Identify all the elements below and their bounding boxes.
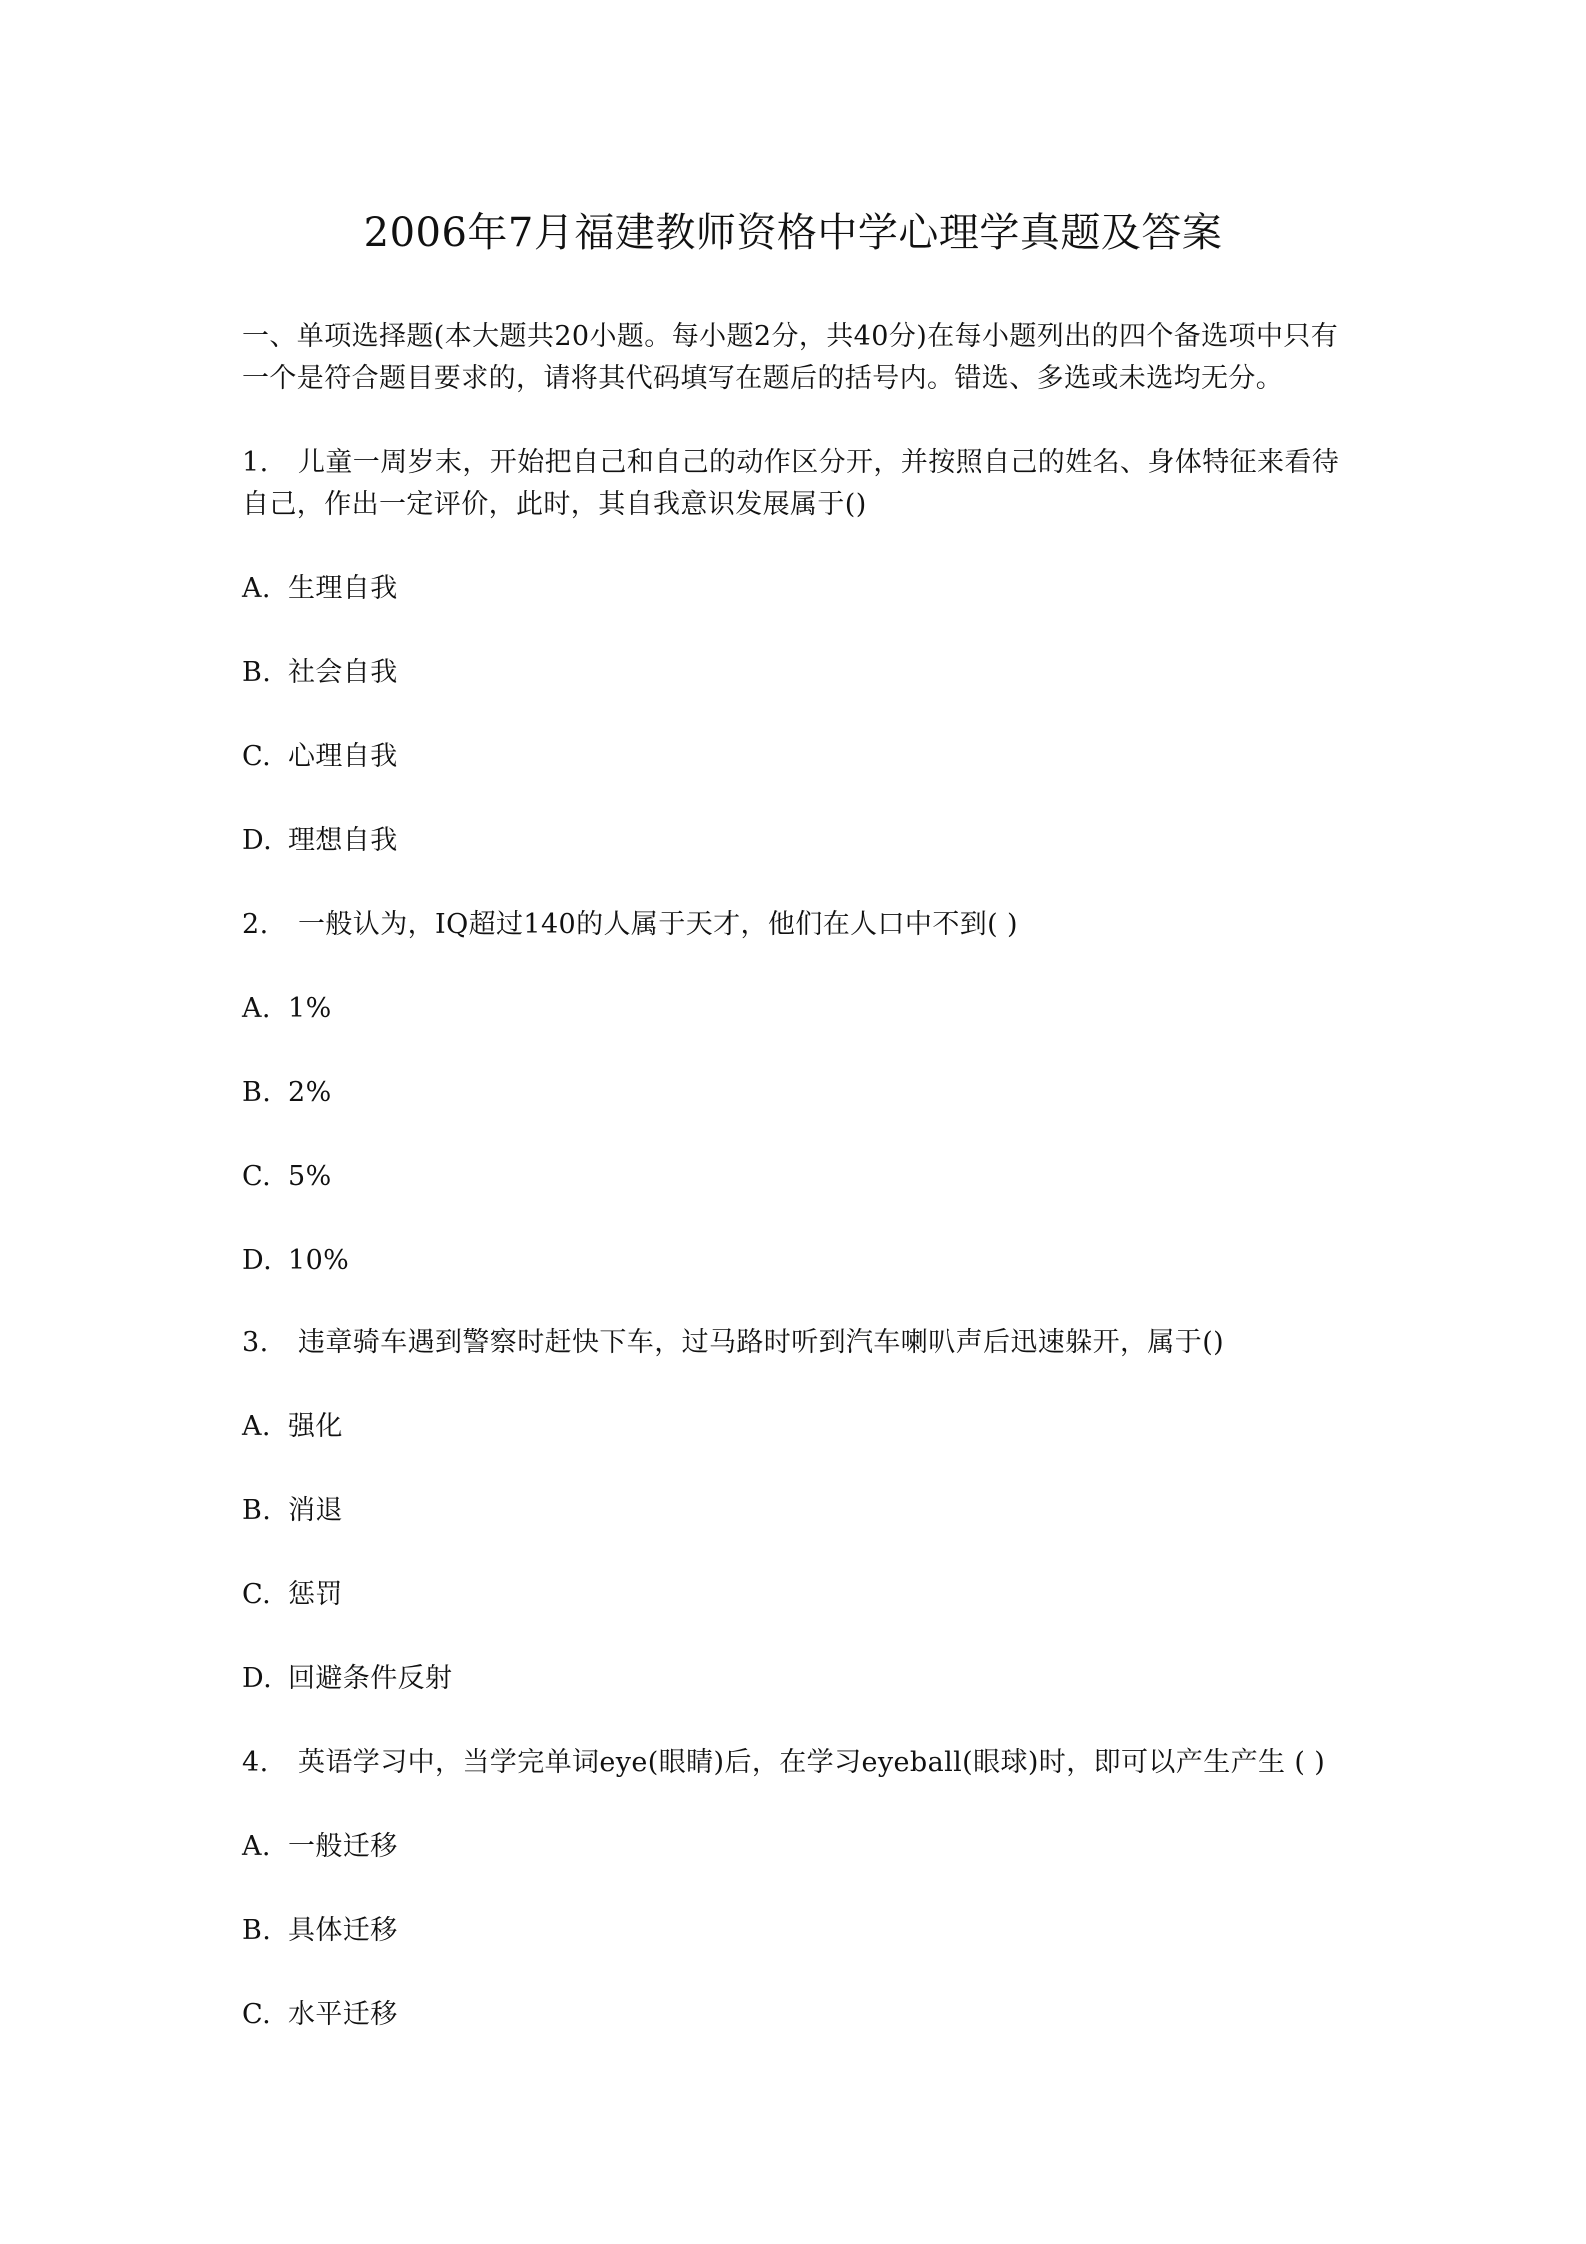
question-number: 1.	[242, 447, 269, 478]
option-letter: A.	[242, 573, 271, 604]
question-text: 一般认为，IQ超过140的人属于天才，他们在人口中不到( )	[298, 909, 1018, 940]
option-letter: D.	[242, 1663, 273, 1694]
option-item	[242, 1910, 1354, 1952]
option-letter: B.	[242, 1915, 272, 1946]
option-text: 消退	[288, 1495, 343, 1526]
section-intro: 一、单项选择题(本大题共20小题。每小题2分，共40分)在每小题列出的四个备选项中只有一个是符合题目要求的，请将其代码填写在题后的括号内。错选、多选或未选均无分。	[242, 321, 1339, 394]
option-item	[242, 1240, 1354, 1282]
option-letter: C.	[242, 1579, 272, 1610]
option-text: 一般迁移	[288, 1831, 398, 1862]
question-2	[242, 904, 1354, 946]
option-letter: A.	[242, 1831, 271, 1862]
option-item	[242, 568, 1354, 610]
option-text: 回避条件反射	[288, 1663, 453, 1694]
option-item	[242, 1406, 1354, 1448]
option-item	[242, 820, 1354, 862]
question-number: 4.	[242, 1747, 269, 1778]
option-text: 心理自我	[288, 741, 398, 772]
question-number: 3.	[242, 1327, 269, 1358]
option-text: 1%	[288, 993, 332, 1024]
option-item	[242, 1658, 1354, 1700]
option-item	[242, 988, 1354, 1030]
option-text: 理想自我	[288, 825, 398, 856]
question-text: 违章骑车遇到警察时赶快下车，过马路时听到汽车喇叭声后迅速躲开，属于()	[298, 1327, 1225, 1358]
option-text: 10%	[288, 1245, 350, 1276]
option-item	[242, 1994, 1354, 2036]
page-title: 2006年7月福建教师资格中学心理学真题及答案	[363, 210, 1223, 256]
option-item	[242, 1826, 1354, 1868]
option-letter: B.	[242, 1495, 272, 1526]
option-text: 社会自我	[288, 657, 398, 688]
option-item	[242, 1574, 1354, 1616]
question-1	[242, 442, 1354, 526]
option-text: 惩罚	[288, 1579, 343, 1610]
question-3	[242, 1322, 1354, 1364]
option-text: 强化	[288, 1411, 343, 1442]
option-letter: C.	[242, 1999, 272, 2030]
question-4	[242, 1742, 1354, 1784]
option-letter: D.	[242, 1245, 273, 1276]
option-text: 2%	[288, 1077, 332, 1108]
option-letter: C.	[242, 1161, 272, 1192]
option-item	[242, 1490, 1354, 1532]
option-letter: B.	[242, 657, 272, 688]
option-letter: C.	[242, 741, 272, 772]
option-letter: D.	[242, 825, 273, 856]
option-letter: A.	[242, 1411, 271, 1442]
option-item	[242, 1072, 1354, 1114]
option-item	[242, 652, 1354, 694]
option-text: 生理自我	[288, 573, 398, 604]
option-letter: A.	[242, 993, 271, 1024]
option-text: 5%	[288, 1161, 332, 1192]
option-letter: B.	[242, 1077, 272, 1108]
option-text: 水平迁移	[288, 1999, 398, 2030]
option-item	[242, 1156, 1354, 1198]
question-number: 2.	[242, 909, 269, 940]
question-text: 英语学习中，当学完单词eye(眼睛)后，在学习eyeball(眼球)时，即可以产生产生 ( )	[298, 1747, 1326, 1778]
option-item	[242, 736, 1354, 778]
question-text: 儿童一周岁末，开始把自己和自己的动作区分开，并按照自己的姓名、身体特征来看待自己，作出一定评价，此时，其自我意识发展属于()	[242, 447, 1340, 520]
option-text: 具体迁移	[288, 1915, 398, 1946]
